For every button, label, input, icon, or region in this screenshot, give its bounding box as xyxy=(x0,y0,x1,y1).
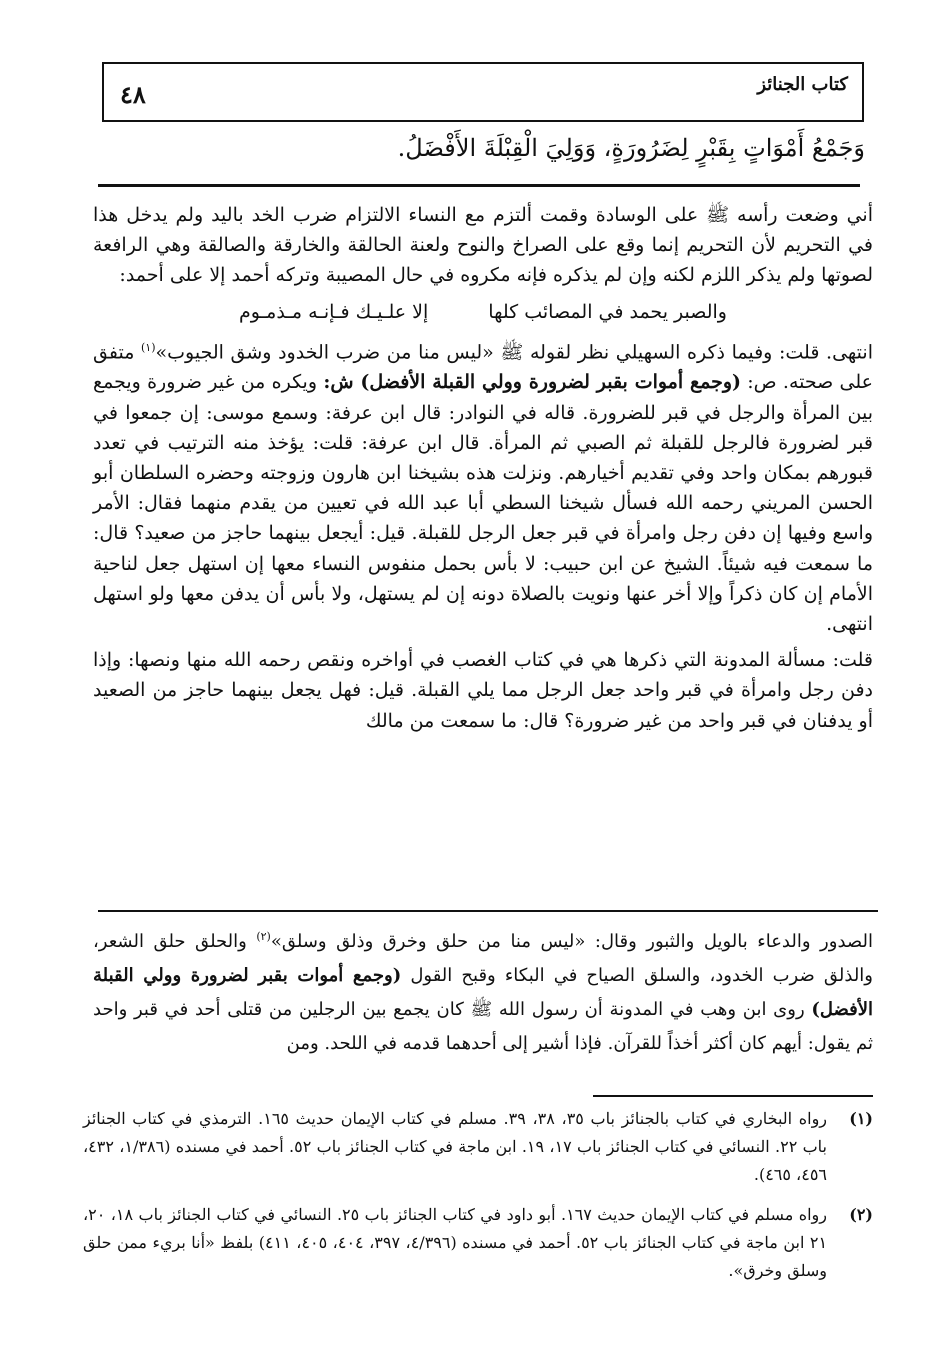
footnote-number: (١) xyxy=(849,1109,873,1128)
footnote xyxy=(83,1105,873,1189)
paragraph-2-mid: متفق على صحته. ص: xyxy=(93,341,874,394)
footnote-ref-2: (٢) xyxy=(256,930,271,943)
paragraph-2-start: انتهى. قلت: وفيما ذكره السهيلي نظر لقوله ﷺ «ليس منا من ضرب الخدود وشق الجيوب» xyxy=(155,341,873,364)
chapter-title: كتاب الجنائز xyxy=(757,74,848,95)
commentary-part-1: الصدور والدعاء بالويل والثبور وقال: «ليس منا من حلق وخرق وذلق وسلق» xyxy=(270,931,873,952)
footnotes xyxy=(83,1105,873,1297)
paragraph-1: أني وضعت رأسه ﷺ على الوسادة وقمت ألتزم مع النساء الالتزام ضرب الخد باليد ولم يدخل هذا في التحريم لأن التحريم إنما وقع على الصراخ والنوح ولعنة الحالقة والخارقة والصالقة وهي الرافعة لصوتها ولم يذكر اللزم لكنه وإن لم يذكره فإنه مكروه في حال المصيبة وتركه أحمد إلا على أحمد: xyxy=(93,204,873,287)
page xyxy=(83,50,874,1350)
running-header xyxy=(102,62,864,122)
quoted-matn: (وجمع أموات بقبر لضرورة وولي القبلة الأفضل) ش: xyxy=(323,371,741,394)
footnote-divider xyxy=(593,1095,873,1097)
commentary-paragraph xyxy=(93,920,873,1061)
commentary-part-3: روى ابن وهب في المدونة أن رسول الله ﷺ كان يجمع بين الرجلين من قتلى أحد في قبر واحد ثم يقول: أيهم كان أكثر أخذاً للقرآن. فإذا أشير إلى أحدهما قدمه في اللحد. ومن xyxy=(93,999,873,1054)
footnote xyxy=(83,1201,873,1285)
footnote-text: رواه مسلم في كتاب الإيمان حديث ١٦٧. أبو داود في كتاب الجنائز باب ٢٥. النسائي في كتاب الجنائز باب ١٨، ٢٠، ٢١ ابن ماجة في كتاب الجنائز باب ٥٢. أحمد في مسنده (٤/٣٩٦، ٣٩٧، ٤٠٤، ٤٠٥، ٤١١) بلفظ «أنا بريء ممن حلق وسلق وخرق». xyxy=(83,1205,828,1280)
commentary-quoted-matn: (وجمع أموات بقبر لضرورة وولي القبلة الأفضل) xyxy=(93,965,873,1020)
footnote-number: (٢) xyxy=(849,1205,873,1224)
poetry-verse xyxy=(93,291,873,333)
verse-first-hemistich: والصبر يحمد في المصائب كلها xyxy=(488,300,727,323)
page-number: ٤٨ xyxy=(120,80,146,109)
paragraph-2-rest: ويكره من غير ضرورة ويجمع بين المرأة والرجل في قبر للضرورة. قاله في النوادر: قال ابن عرفة: وسمع موسى: إن جمعوا في قبر لضرورة فالرجل للقبلة ثم الصبي ثم المرأة. قال ابن عرفة: قلت: يؤخذ منه الترتيب في تعدد قبورهم بمكان واحد وفي تقديم أخيارهم. ونزلت هذه بشيخنا ابن هارون وزوجته وحضره السلطان أبو الحسن المريني رحمه الله فسأل شيخنا السطي أبا عبد الله في تعيين من يقدم منهما فقال: الأمر واسع وفيها إن دفن رجل وامرأة في قبر جعل الرجل للقبلة. قيل: أيجعل بينهما حاجز من صعيد؟ قال: ما سمعت فيه شيئاً. الشيخ عن ابن حبيب: لا بأس بحمل منفوس النساء معها إن استهل جعل لناحية الأمام إن كان ذكراً وإلا أخر عنها ونويت بالصلاة دونه إن لم يستهل، ولا بأس أن يدفن معها ولو استهل انتهى. xyxy=(93,371,873,635)
paragraph-3: قلت: مسألة المدونة التي ذكرها هي في كتاب الغصب في أواخره ونقص رحمه الله منها ونصها: وإذا دفن رجل وامرأة في قبر واحد جعل الرجل مما يلي القبلة. قيل: فهل يجعل بينهما حاجز من الصعيد أو يدفنان في قبر واحد من غير ضرورة؟ قال: ما سمعت من مالك xyxy=(93,649,873,732)
main-commentary xyxy=(93,200,873,736)
section-divider xyxy=(98,910,878,912)
second-commentary xyxy=(93,920,873,1061)
commentary-part-2: والحلق حلق الشعر، والذلق ضرب الخدود، والسلق الصياح في البكاء وقبح القول xyxy=(93,931,873,986)
footnote-ref-1: (١) xyxy=(141,340,156,354)
matn-line: وَجَمْعُ أَمْوَاتٍ بِقَبْرٍ لِضَرُورَةٍ، وَوَلِيَ الْقِبْلَةَ الأَفْضَلُ. xyxy=(397,134,865,162)
verse-second-hemistich: إلا علـيـك فـإنـه مـذمـوم xyxy=(239,300,429,323)
matn-divider xyxy=(98,184,860,187)
paragraph-2 xyxy=(93,333,873,639)
footnote-text: رواه البخاري في كتاب بالجنائز باب ٣٥، ٣٨، ٣٩. مسلم في كتاب الإيمان حديث ١٦٥. الترمذي في كتاب الجنائز باب ٢٢. النسائي في كتاب الجنائز باب ١٧، ١٩. ابن ماجة في كتاب الجنائز باب ٥٢. أحمد في مسنده (١/٣٨٦، ٤٣٢، ٤٥٦، ٤٦٥). xyxy=(83,1109,828,1184)
